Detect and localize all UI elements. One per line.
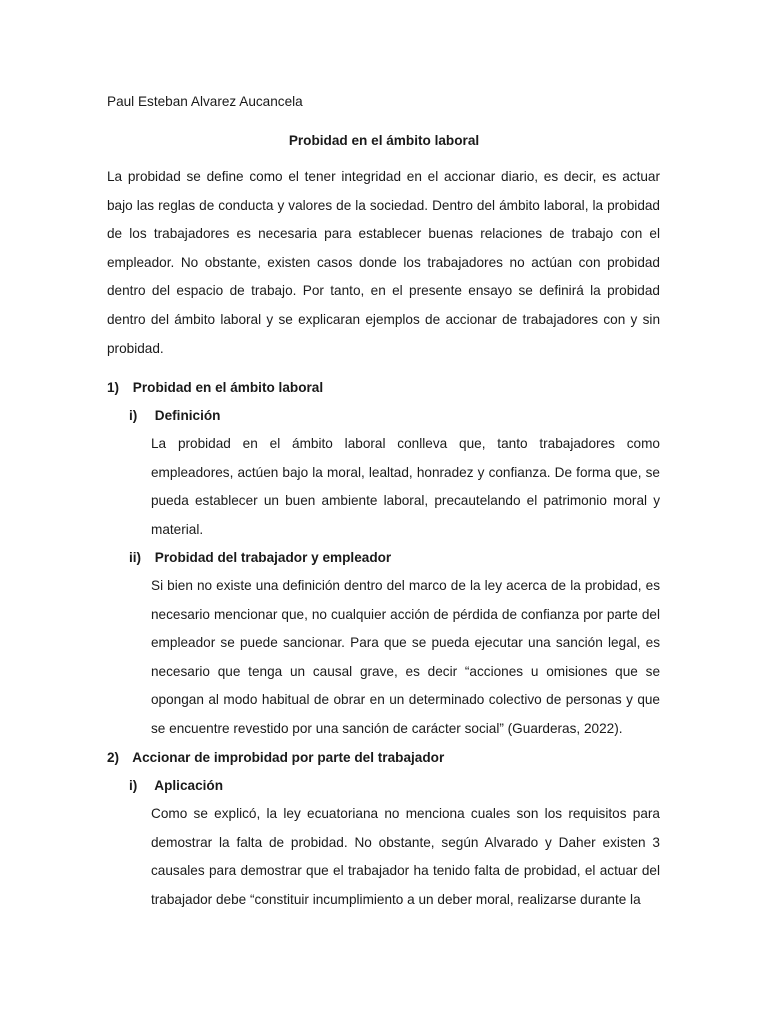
section-number: 2)	[107, 750, 120, 765]
subsection-number: i)	[129, 778, 138, 793]
intro-paragraph: La probidad se define como el tener integridad en el accionar diario, es decir, es actuar bajo las reglas de conducta y valores de la sociedad. Dentro del ámbito laboral, la probidad de los trabajadores es necesaria para establecer buenas relaciones de trabajo con el empleador. No obstante, existen casos donde los trabajadores no actúan con probidad dentro del espacio de trabajo. Por tanto, en el presente ensayo se definirá la probidad dentro del ámbito laboral y se explicaran ejemplos de accionar de trabajadores con y sin probidad.	[107, 169, 660, 356]
document-title: Probidad en el ámbito laboral	[288, 133, 480, 148]
subsection-heading-1-ii	[129, 549, 391, 567]
section-heading-1	[107, 379, 323, 397]
section-title: Accionar de improbidad por parte del trabajador	[132, 750, 445, 765]
section-heading-2	[107, 749, 444, 767]
subsection-heading-2-i	[129, 777, 223, 795]
subsection-paragraph-2-i: Como se explicó, la ley ecuatoriana no menciona cuales son los requisitos para demostrar la falta de probidad. No obstante, según Alvarado y Daher existen 3 causales para demostrar que el trabajador ha tenido falta de probidad, el actuar del trabajador debe “constituir incumplimiento a un deber moral, realizarse durante la	[151, 806, 660, 907]
subsection-number: ii)	[129, 550, 142, 565]
section-title: Probidad en el ámbito laboral	[132, 380, 324, 395]
subsection-title: Definición	[154, 408, 221, 423]
subsection-title: Probidad del trabajador y empleador	[154, 550, 392, 565]
subsection-paragraph-1-i: La probidad en el ámbito laboral conlleva que, tanto trabajadores como empleadores, actúen bajo la moral, lealtad, honradez y confianza. De forma que, se pueda establecer un buen ambiente laboral, precautelando el patrimonio moral y material.	[151, 436, 660, 537]
subsection-title: Aplicación	[154, 778, 224, 793]
subsection-paragraph-1-ii: Si bien no existe una definición dentro del marco de la ley acerca de la probidad, es necesario mencionar que, no cualquier acción de pérdida de confianza por parte del empleador se puede sancionar. Para que se pueda ejecutar una sanción legal, es necesario que tenga un causal grave, es decir “acciones u omisiones que se opongan al modo habitual de obrar en un determinado colectivo de personas y que se encuentre revestido por una sanción de carácter social” (Guarderas, 2022).	[151, 578, 660, 736]
section-number: 1)	[107, 380, 120, 395]
author-name: Paul Esteban Alvarez Aucancela	[107, 94, 303, 109]
subsection-heading-1-i	[129, 407, 221, 425]
subsection-number: i)	[129, 408, 138, 423]
